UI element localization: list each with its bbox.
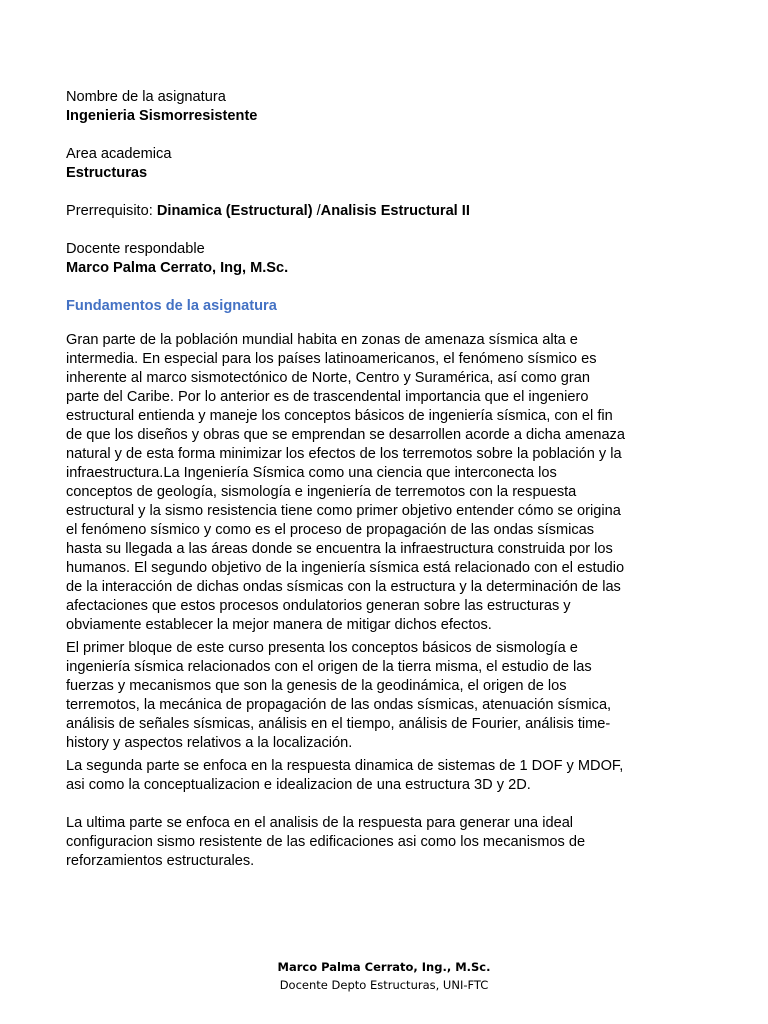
course-name-block: [66, 88, 626, 126]
academic-area-label: Area academica: [66, 146, 172, 162]
prerequisite-separator: /: [312, 203, 321, 219]
teacher-block: [66, 240, 626, 278]
teacher-value: Marco Palma Cerrato, Ing, M.Sc.: [66, 260, 289, 276]
course-name-label: Nombre de la asignatura: [66, 89, 226, 105]
prerequisite-value-1: Dinamica (Estructural): [156, 203, 313, 219]
section-heading: Fundamentos de la asignatura: [66, 298, 277, 314]
paragraph-2: El primer bloque de este curso presenta los conceptos básicos de sismología e ingeniería sísmica relacionados con el origen de la tierra misma, el estudio de las fuerzas y mecanismos que son la genesis de la geodinámica, el origen de los terremotos, la mecánica de propagación de las ondas sísmicas, atenuación sísmica, análisis de señales sísmicas, análisis en el tiempo, análisis de Fourier, análisis time-history y aspectos relativos a la localización.: [66, 640, 612, 751]
academic-area-block: [66, 145, 626, 183]
prerequisite-block: [66, 202, 626, 221]
page-footer: [0, 958, 768, 994]
prerequisite-value-2: Analisis Estructural II: [320, 203, 470, 219]
footer-author: Marco Palma Cerrato, Ing., M.Sc.: [277, 960, 491, 974]
course-name-value: Ingenieria Sismorresistente: [66, 108, 258, 124]
paragraph-4: La ultima parte se enfoca en el analisis de la respuesta para generar una ideal configuracion sismo resistente de las edificaciones asi como los mecanismos de reforzamientos estructurales.: [66, 815, 586, 869]
document-body: [66, 88, 626, 871]
teacher-label: Docente respondable: [66, 241, 205, 257]
paragraph-3: La segunda parte se enfoca en la respuesta dinamica de sistemas de 1 DOF y MDOF, asi como la conceptualizacion e idealizacion de una estructura 3D y 2D.: [66, 758, 624, 793]
footer-department: Docente Depto Estructuras, UNI-FTC: [279, 978, 489, 992]
academic-area-value: Estructuras: [66, 165, 148, 181]
paragraph-1: Gran parte de la población mundial habita en zonas de amenaza sísmica alta e intermedia. En especial para los países latinoamericanos, el fenómeno sísmico es inherente al marco sismotectónico de Norte, Centro y Suramérica, así como gran parte del Caribe. Por lo anterior es de trascendental importancia que el ingeniero estructural entienda y maneje los conceptos básicos de ingeniería sísmica, con el fin de que los diseños y obras que se emprendan se desarrollen acorde a dicha amenaza natural y de esta forma minimizar los efectos de los terremotos sobre la población y la infraestructura.La Ingeniería Sísmica como una ciencia que interconecta los conceptos de geología, sismología e ingeniería de terremotos con la respuesta estructural y la sismo resistencia tiene como primer objetivo entender cómo se origina el fenómeno sísmico y como es el proceso de propagación de las ondas sísmicas hasta su llegada a las áreas donde se encuentra la infraestructura construida por los humanos. El segundo objetivo de la ingeniería sísmica está relacionado con el estudio de la interacción de dichas ondas sísmicas con la estructura y la determinación de las afectaciones que estos procesos ondulatorios generan sobre las estructuras y obviamente establecer la mejor manera de mitigar dichos efectos.: [66, 332, 625, 633]
prerequisite-label: Prerrequisito:: [66, 203, 157, 219]
